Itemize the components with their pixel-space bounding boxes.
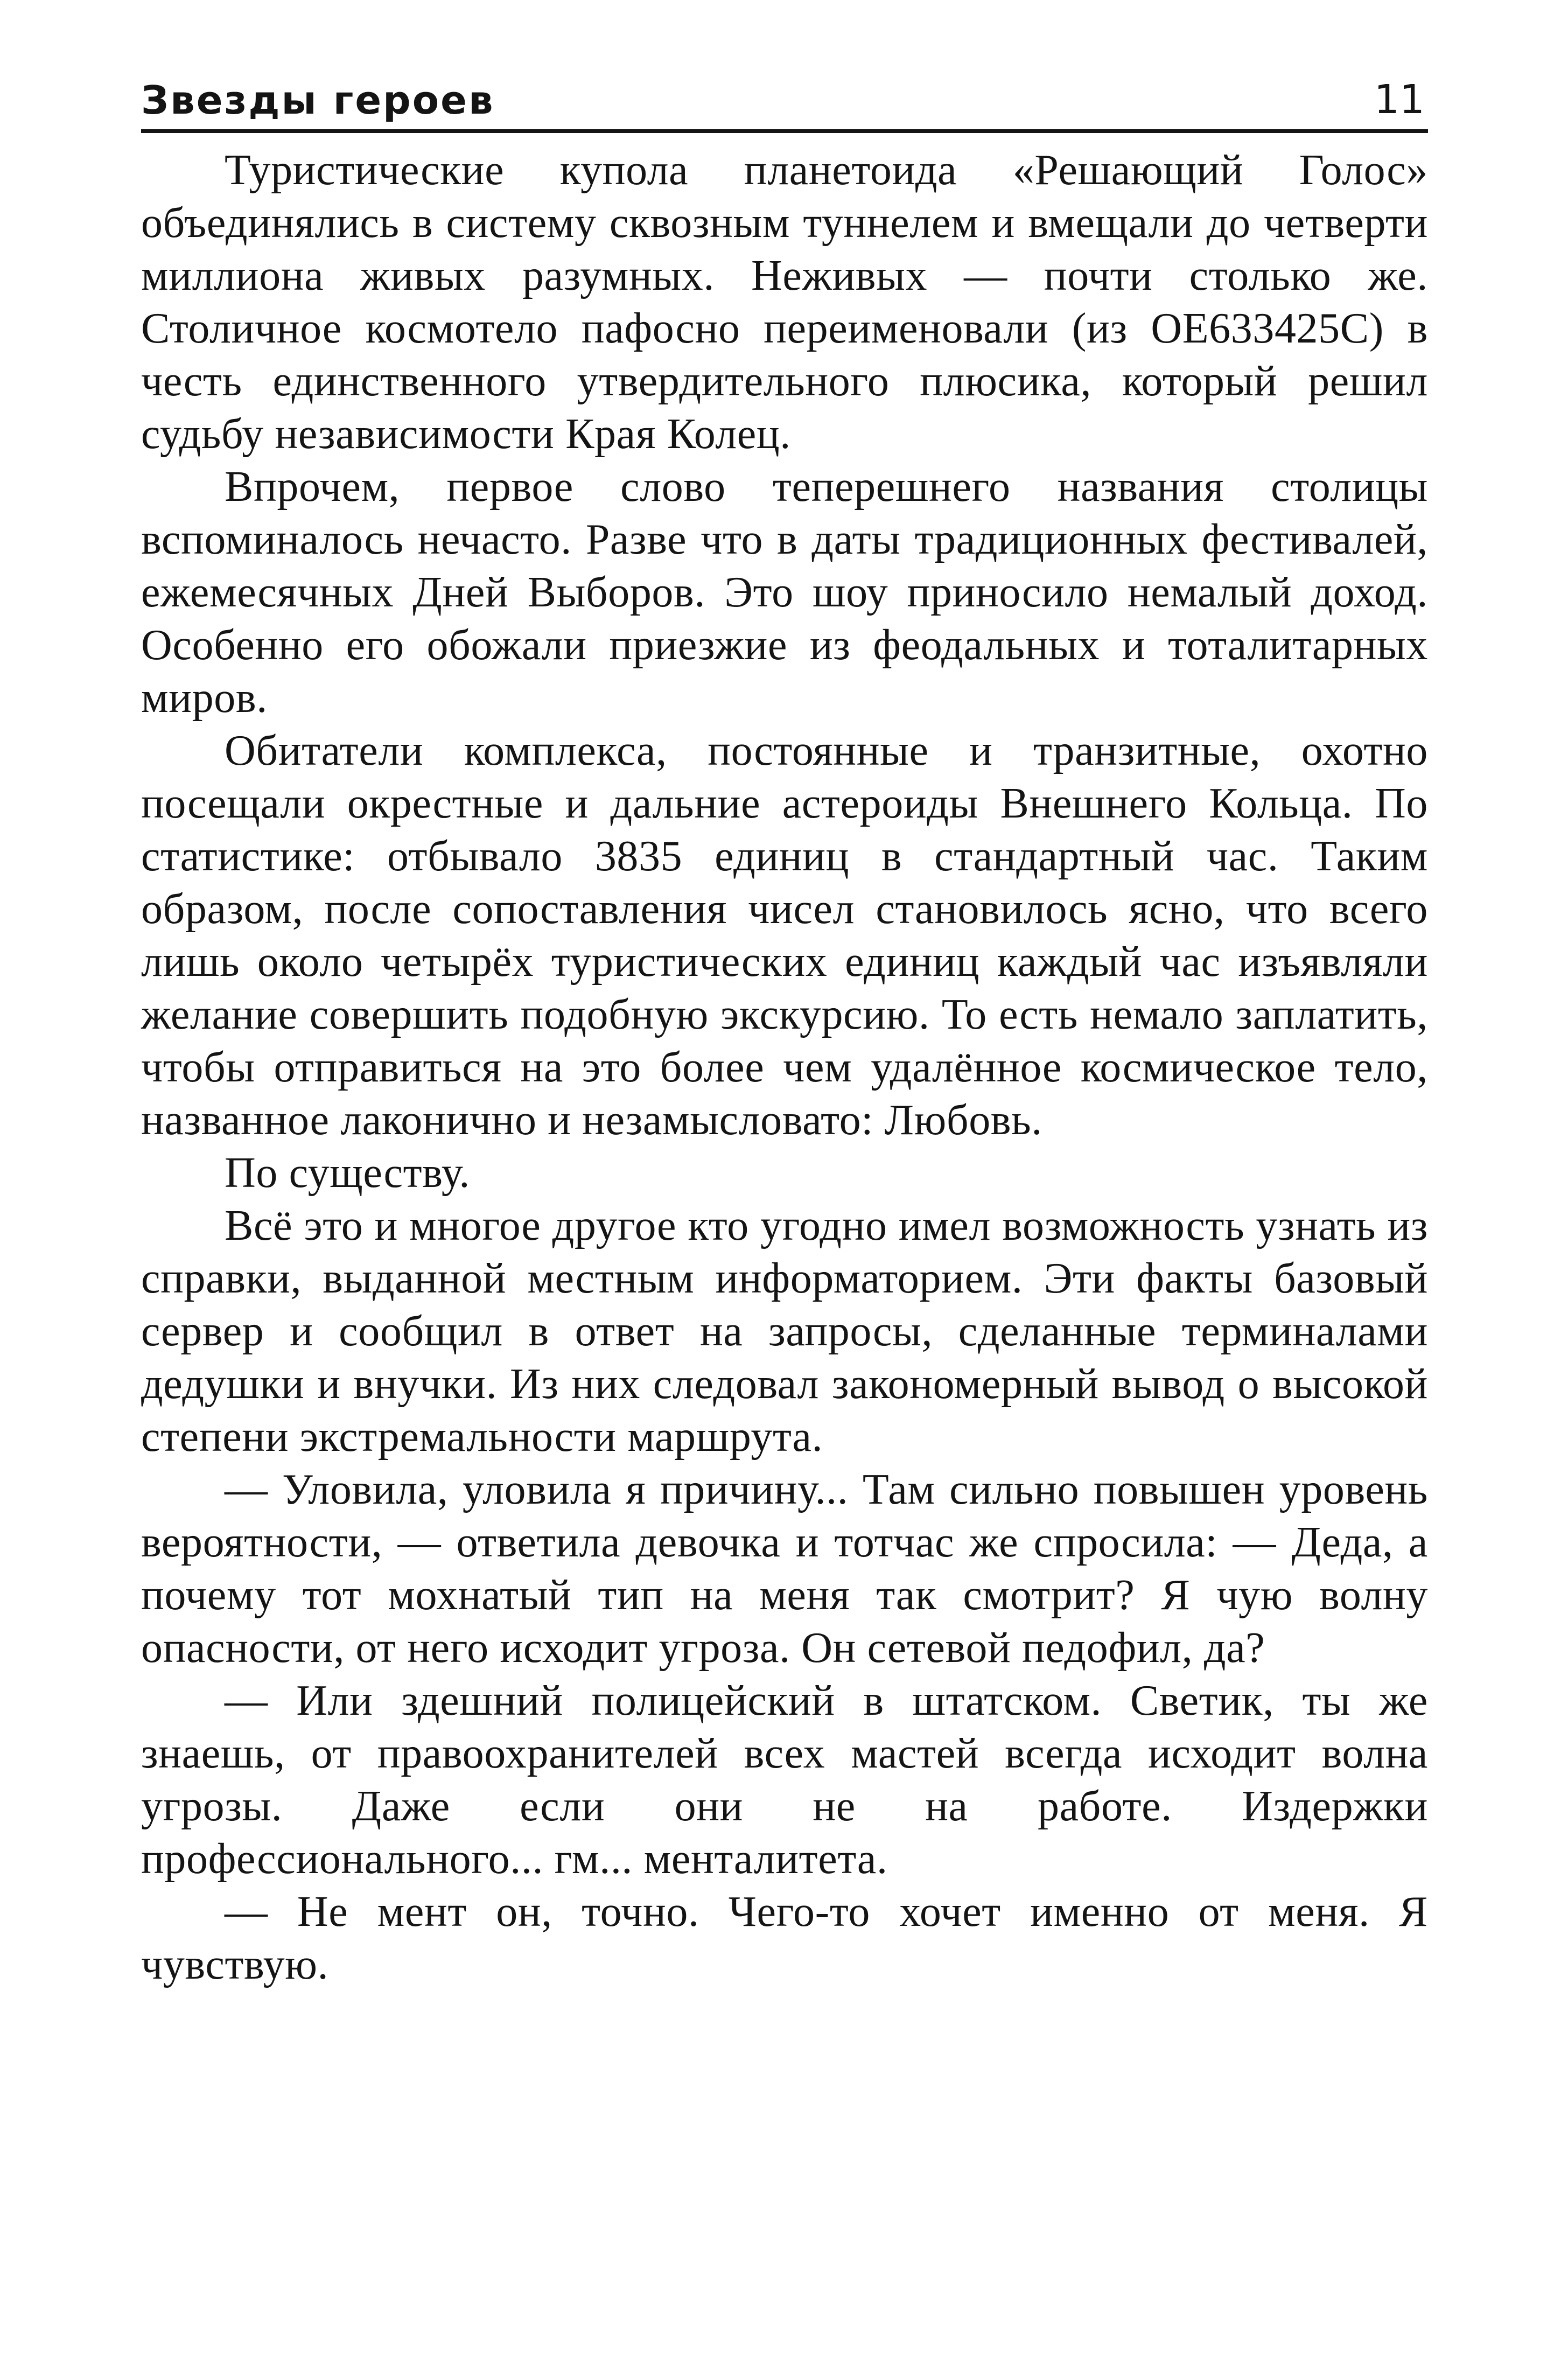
paragraph: Всё это и многое другое кто угодно имел возможность узнать из справки, выданной местным информаторием. Эти факты базовый сервер и сообщил в ответ на запросы, сделанные терминалами дедушки и внучки. Из них следовал закономерный вывод о высокой степени экстремальности маршрута.: [141, 1202, 1428, 1461]
paragraph: — Или здешний полицейский в штатском. Светик, ты же знаешь, от правоохранителей всех мастей всегда исходит волна угрозы. Даже если они не на работе. Издержки профессионального... гм... менталитета.: [141, 1677, 1428, 1883]
body-text: [141, 144, 1428, 1991]
running-title: Звезды героев: [141, 78, 495, 123]
paragraph: Впрочем, первое слово теперешнего названия столицы вспоминалось нечасто. Разве что в даты традиционных фестивалей, ежемесячных Дней Выборов. Это шоу приносило немалый доход. Особенно его обожали приезжие из феодальных и тоталитарных миров.: [141, 463, 1428, 722]
paragraph: По существу.: [225, 1149, 471, 1197]
running-header: [141, 48, 1428, 133]
paragraph: Обитатели комплекса, постоянные и транзитные, охотно посещали окрестные и дальние астероиды Внешнего Кольца. По статистике: отбывало 3835 единиц в стандартный час. Таким образом, после сопоставления чисел становилось ясно, что всего лишь около четырёх туристических единиц каждый час изъявляли желание совершить подобную экскурсию. То есть немало заплатить, чтобы отправиться на это более чем удалённое космическое тело, названное лаконично и незамысловато: Любовь.: [141, 727, 1428, 1144]
paragraph: — Не мент он, точно. Чего-то хочет именно от меня. Я чувствую.: [141, 1888, 1428, 1988]
paragraph: Туристические купола планетоида «Решающий Голос» объединялись в систему сквозным туннелем и вмещали до четверти миллиона живых разумных. Неживых — почти столько же. Столичное космотело пафосно переименовали (из ОЕ633425С) в честь единственного утвердительного плюсика, который решил судьбу независимости Края Колец.: [141, 146, 1428, 458]
paragraph: — Уловила, уловила я причину... Там сильно повышен уровень вероятности, — ответила девочка и тотчас же спросила: — Деда, а почему тот мохнатый тип на меня так смотрит? Я чую волну опасности, от него исходит угроза. Он сетевой педофил, да?: [141, 1466, 1428, 1672]
book-page: [141, 48, 1428, 2300]
page-number: 11: [1374, 76, 1425, 123]
